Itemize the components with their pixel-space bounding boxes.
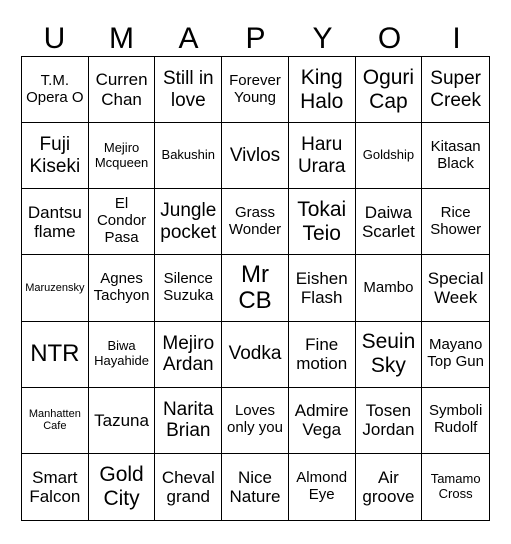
bingo-cell-label: Goldship [362, 147, 415, 163]
bingo-cell[interactable] [222, 255, 289, 321]
bingo-cell-label: Eishen Flash [295, 268, 348, 307]
bingo-cell-label: Mayano Top Gun [427, 336, 484, 371]
bingo-cell-label: Jungle pocket [160, 200, 217, 243]
bingo-cell[interactable] [356, 454, 423, 520]
bingo-cell-label: T.M. Opera O [26, 71, 84, 106]
bingo-cell[interactable] [356, 57, 423, 123]
bingo-cell-label: Biwa Hayahide [94, 338, 150, 369]
header-letter-6: O [377, 22, 402, 55]
bingo-cell-label: Dantsu flame [27, 202, 82, 241]
bingo-cell-label: Kitasan Black [430, 137, 481, 172]
bingo-cell[interactable] [222, 388, 289, 454]
bingo-cell-label: Oguri Cap [362, 65, 415, 113]
bingo-cell[interactable] [289, 189, 356, 255]
bingo-cell[interactable] [422, 454, 489, 520]
bingo-cell[interactable] [422, 322, 489, 388]
bingo-cell-label: Tamamo Cross [430, 471, 481, 501]
bingo-cell[interactable] [155, 454, 222, 520]
bingo-cell[interactable] [155, 189, 222, 255]
bingo-cell[interactable] [222, 454, 289, 520]
bingo-cell-label: Tosen Jordan [362, 401, 415, 440]
header-letter-1: U [43, 22, 66, 55]
bingo-cell-label: El Condor Pasa [96, 195, 147, 247]
bingo-cell[interactable] [289, 454, 356, 520]
bingo-cell-label: Manhatten Cafe [28, 407, 81, 433]
bingo-cell-label: Agnes Tachyon [93, 270, 150, 304]
bingo-cell-label: Air groove [362, 467, 415, 506]
bingo-cell-label: Haru Urara [297, 134, 346, 177]
bingo-cell[interactable] [22, 57, 89, 123]
bingo-cell[interactable] [356, 189, 423, 255]
bingo-cell[interactable] [356, 123, 423, 189]
bingo-cell-label: Almond Eye [296, 468, 348, 503]
bingo-cell-label: NTR [30, 339, 80, 367]
bingo-cell[interactable] [222, 189, 289, 255]
bingo-cell-label: Maruzensky [25, 281, 85, 294]
bingo-cell[interactable] [155, 123, 222, 189]
bingo-cell[interactable] [289, 123, 356, 189]
bingo-cell[interactable] [89, 189, 156, 255]
bingo-cell[interactable] [222, 123, 289, 189]
bingo-cell-label: Tokai Teio [297, 198, 347, 245]
bingo-cell-label: Super Creek [430, 68, 481, 111]
bingo-cell[interactable] [422, 388, 489, 454]
header-letter-3: A [178, 22, 199, 55]
bingo-cell[interactable] [222, 57, 289, 123]
bingo-cell[interactable] [422, 57, 489, 123]
bingo-cell-label: Narita Brian [162, 398, 214, 442]
bingo-cell-label: Symboli Rudolf [428, 402, 483, 437]
bingo-cell[interactable] [89, 57, 156, 123]
bingo-cell-label: Daiwa Scarlet [361, 202, 415, 241]
bingo-cell-label: Cheval grand [161, 467, 215, 506]
bingo-cell-label: Special Week [427, 268, 484, 307]
bingo-cell-label: Admire Vega [294, 401, 349, 440]
bingo-cell-label: Still in love [162, 68, 214, 111]
bingo-cell[interactable] [22, 189, 89, 255]
bingo-cell[interactable] [22, 388, 89, 454]
bingo-cell-label: Curren Chan [95, 70, 148, 109]
bingo-cell-label: Vodka [228, 343, 282, 365]
bingo-cell-label: Mejiro Ardan [162, 332, 215, 376]
bingo-cell-label: Grass Wonder [228, 203, 282, 238]
bingo-cell[interactable] [89, 388, 156, 454]
bingo-cell[interactable] [422, 189, 489, 255]
bingo-cell-label: Seuin Sky [361, 330, 416, 378]
bingo-cell-label: Tazuna [94, 410, 149, 430]
bingo-cell-label: Silence Suzuka [163, 270, 214, 304]
bingo-cell[interactable] [422, 123, 489, 189]
bingo-cell-label: Loves only you [227, 402, 283, 437]
header-letter-5: Y [312, 22, 333, 55]
bingo-cell-label: Bakushin [161, 147, 216, 163]
bingo-cell[interactable] [89, 454, 156, 520]
bingo-cell[interactable] [289, 255, 356, 321]
bingo-cell[interactable] [22, 454, 89, 520]
bingo-cell[interactable] [222, 322, 289, 388]
bingo-cell-label: Gold City [99, 463, 144, 510]
bingo-cell[interactable] [155, 388, 222, 454]
bingo-cell[interactable] [155, 255, 222, 321]
bingo-cell[interactable] [155, 322, 222, 388]
bingo-cell[interactable] [89, 255, 156, 321]
bingo-cell[interactable] [289, 57, 356, 123]
bingo-cell-label: Fuji Kiseki [29, 134, 81, 177]
bingo-cell-label: Smart Falcon [29, 467, 81, 506]
bingo-header [21, 22, 490, 56]
bingo-cell[interactable] [89, 123, 156, 189]
bingo-board [21, 22, 490, 521]
header-letter-4: P [245, 22, 266, 55]
bingo-cell[interactable] [22, 255, 89, 321]
bingo-cell-label: King Halo [300, 65, 344, 113]
bingo-cell[interactable] [155, 57, 222, 123]
bingo-cell-label: Forever Young [229, 71, 281, 106]
bingo-cell-label: Mambo [363, 278, 414, 296]
bingo-cell[interactable] [356, 388, 423, 454]
bingo-cell-label: Rice Shower [430, 203, 482, 238]
bingo-cell-label: Mejiro Mcqueen [94, 140, 149, 170]
bingo-cell[interactable] [89, 322, 156, 388]
bingo-cell-label: Nice Nature [229, 467, 281, 506]
bingo-cell[interactable] [289, 388, 356, 454]
bingo-cell-label: Vivlos [229, 144, 281, 166]
bingo-grid [21, 56, 490, 521]
header-letter-2: M [109, 22, 134, 55]
bingo-cell[interactable] [22, 123, 89, 189]
bingo-cell[interactable] [22, 322, 89, 388]
bingo-cell[interactable] [422, 255, 489, 321]
bingo-cell[interactable] [356, 322, 423, 388]
header-letter-7: I [452, 22, 461, 55]
bingo-cell[interactable] [289, 322, 356, 388]
bingo-cell-label: Fine motion [296, 334, 348, 374]
bingo-cell-label: Mr CB [238, 260, 272, 314]
bingo-cell[interactable] [356, 255, 423, 321]
